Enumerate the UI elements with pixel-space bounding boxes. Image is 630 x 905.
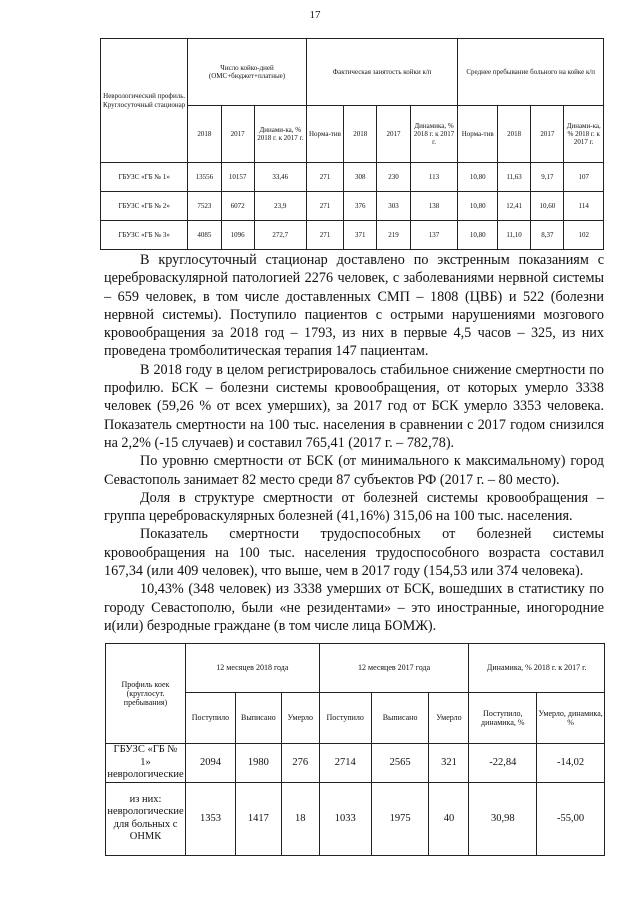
table-cell: 10,80 <box>458 163 497 192</box>
table-row <box>101 221 604 250</box>
bed-flow-table <box>105 643 605 856</box>
table-cell: 113 <box>410 163 458 192</box>
table-cell: 321 <box>429 744 469 783</box>
table1-group-header: Фактическая занятость койки к/п <box>306 39 458 106</box>
table1-sub-header: 2017 <box>531 106 564 163</box>
table-cell: 33,46 <box>254 163 306 192</box>
table-cell: 11,63 <box>497 163 530 192</box>
row-label: ГБУЗС «ГБ № 3» <box>101 221 188 250</box>
table-cell: 18 <box>281 782 319 855</box>
table2-sub-header: Поступило <box>319 693 371 744</box>
table-cell: 9,17 <box>531 163 564 192</box>
table1-sub-header: Динами-ка, % 2018 г. к 2017 г. <box>254 106 306 163</box>
table-cell: 11,10 <box>497 221 530 250</box>
table-cell: 1353 <box>185 782 235 855</box>
table-cell: -22,84 <box>469 744 537 783</box>
table-cell: 138 <box>410 192 458 221</box>
row-label: ГБУЗС «ГБ № 2» <box>101 192 188 221</box>
table1-sub-header: 2018 <box>344 106 377 163</box>
paragraph: В 2018 году в целом регистрировалось стабильное снижение смертности по профилю. БСК – болезни системы кровообращения, от которых умерло 3338 человек (59,26 % от всех умерших), за 2017 год от БСК умерло 3353 человека. Показатель смертности на 100 тыс. населения в сравнении с 2017 годом снизился на 2,2% (-15 случаев) и составил 765,41 (2017 г. – 782,78). <box>104 361 604 451</box>
table-cell: 1980 <box>235 744 281 783</box>
table2-sub-header: Умерло, динамика, % <box>537 693 605 744</box>
table-row <box>101 192 604 221</box>
paragraph: В круглосуточный стационар доставлено по экстренным показаниям с цереброваскулярной патологией 2276 человек, с заболеваниями нервной системы – 659 человек, в том числе доставленных СМП – 1808 (ЦВБ) и 522 (болезни нервной системы). Поступило пациентов с острыми нарушениями мозгового кровообращения за 2018 год – 1793, из них в первые 4,5 часов – 325, из них проведена тромболитическая терапия 147 пациентам. <box>104 252 604 360</box>
table-cell: 1096 <box>221 221 254 250</box>
table-cell: 4085 <box>188 221 221 250</box>
table-cell: 271 <box>306 192 343 221</box>
table-cell: -14,02 <box>537 744 605 783</box>
table1-sub-header: 2018 <box>497 106 530 163</box>
table-cell: 1033 <box>319 782 371 855</box>
table-cell: 23,9 <box>254 192 306 221</box>
table2-sub-header: Поступило <box>185 693 235 744</box>
table-cell: 10,80 <box>458 221 497 250</box>
table-cell: 114 <box>564 192 604 221</box>
table1-sub-header: Норма-тив <box>306 106 343 163</box>
paragraph: 10,43% (348 человек) из 3338 умерших от БСК, вошедших в статистику по городу Севастополю, были «не резидентами» – это иностранные, иногородние и(или) безродные граждане (в том числе лица БОМЖ). <box>104 581 604 634</box>
table-cell: -55,00 <box>537 782 605 855</box>
page-number: 17 <box>309 9 321 21</box>
table1-sub-header: 2017 <box>221 106 254 163</box>
table1-sub-header: 2018 <box>188 106 221 163</box>
row-label: ГБУЗС «ГБ № 1» неврологические <box>106 744 186 783</box>
table-cell: 1975 <box>371 782 429 855</box>
table2-sub-header: Умерло <box>429 693 469 744</box>
table-cell: 219 <box>377 221 410 250</box>
table-cell: 10,60 <box>531 192 564 221</box>
table-cell: 107 <box>564 163 604 192</box>
table-cell: 2094 <box>185 744 235 783</box>
table1-sub-header: 2017 <box>377 106 410 163</box>
table-cell: 271 <box>306 163 343 192</box>
table2-group-header: Динамика, % 2018 г. к 2017 г. <box>469 644 605 693</box>
table1-sub-header: Норма-тив <box>458 106 497 163</box>
table1-group-header: Среднее пребывание больного на койке к/п <box>458 39 604 106</box>
table-cell: 10,80 <box>458 192 497 221</box>
table1-sub-header: Динами-ка, % 2018 г. к 2017 г. <box>564 106 604 163</box>
table-cell: 303 <box>377 192 410 221</box>
table-cell: 308 <box>344 163 377 192</box>
paragraph: По уровню смертности от БСК (от минимального к максимальному) город Севастополь занимает 82 место среди 87 субъектов РФ (2017 г. – 80 место). <box>104 453 604 488</box>
table-cell: 6072 <box>221 192 254 221</box>
table-cell: 371 <box>344 221 377 250</box>
table1-sub-header: Динамика, % 2018 г. к 2017 г. <box>410 106 458 163</box>
table-cell: 376 <box>344 192 377 221</box>
bed-days-table <box>100 38 604 250</box>
table2-profile-header: Профиль коек (круглосут. пребывания) <box>106 644 186 744</box>
table-cell: 7523 <box>188 192 221 221</box>
table-cell: 13556 <box>188 163 221 192</box>
row-label: из них: неврологические для больных с ОНМК <box>106 782 186 855</box>
table-row <box>106 744 605 783</box>
table1-group-header: Число койко-дней (ОМС+бюджет+платные) <box>188 39 306 106</box>
table-cell: 276 <box>281 744 319 783</box>
table-cell: 272,7 <box>254 221 306 250</box>
table-cell: 102 <box>564 221 604 250</box>
table-cell: 30,98 <box>469 782 537 855</box>
table-cell: 2714 <box>319 744 371 783</box>
table-cell: 137 <box>410 221 458 250</box>
table2-group-header: 12 месяцев 2018 года <box>185 644 319 693</box>
table2-group-header: 12 месяцев 2017 года <box>319 644 469 693</box>
table-cell: 12,41 <box>497 192 530 221</box>
table-row <box>106 782 605 855</box>
table-cell: 2565 <box>371 744 429 783</box>
table-cell: 230 <box>377 163 410 192</box>
table1-profile-header: Неврологический профиль. Круглосуточный стационар <box>101 39 188 163</box>
table2-sub-header: Выписано <box>371 693 429 744</box>
table-cell: 271 <box>306 221 343 250</box>
paragraph: Показатель смертности трудоспособных от болезней системы кровообращения на 100 тыс. населения трудоспособного возраста составил 167,34 (или 409 человек), что выше, чем в 2017 году (154,53 или 374 человека). <box>104 526 604 580</box>
paragraph: Доля в структуре смертности от болезней системы кровообращения – группа цереброваскулярных болезней (41,16%) 315,06 на 100 тыс. населения. <box>104 489 604 525</box>
table-row <box>101 163 604 192</box>
body-text <box>104 251 604 635</box>
table-cell: 10157 <box>221 163 254 192</box>
table-cell: 1417 <box>235 782 281 855</box>
table2-sub-header: Выписано <box>235 693 281 744</box>
table2-sub-header: Умерло <box>281 693 319 744</box>
row-label: ГБУЗС «ГБ № 1» <box>101 163 188 192</box>
table-cell: 40 <box>429 782 469 855</box>
table2-sub-header: Поступило, динамика, % <box>469 693 537 744</box>
table-cell: 8,37 <box>531 221 564 250</box>
